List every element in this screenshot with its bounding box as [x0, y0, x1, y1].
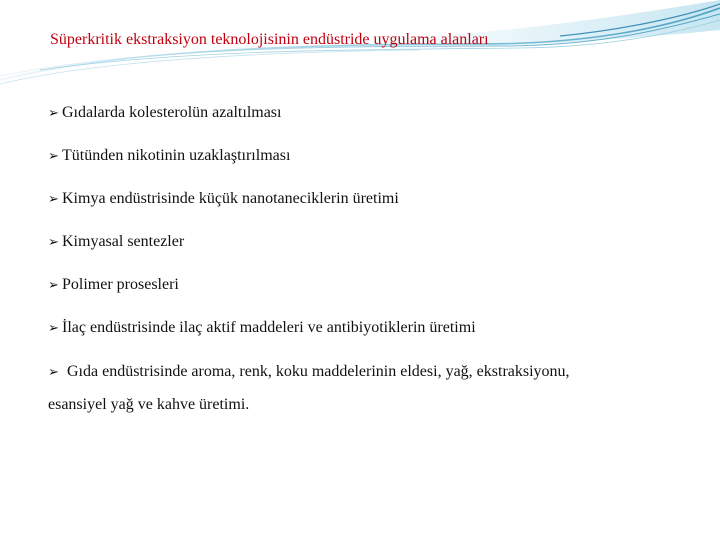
list-item — [48, 146, 290, 167]
list-item — [48, 103, 281, 124]
list-item-text: Tütünden nikotinin uzaklaştırılması — [62, 147, 291, 164]
slide-title: Süperkritik ekstraksiyon teknolojisinin endüstride uygulama alanları — [50, 31, 489, 48]
list-item-continuation: esansiyel yağ ve kahve üretimi. — [48, 396, 250, 413]
arrow-bullet-icon: ➢ — [48, 365, 59, 380]
arrow-bullet-icon: ➢ — [48, 278, 59, 293]
list-item-text: Kimyasal sentezler — [62, 233, 185, 250]
list-item — [48, 362, 570, 383]
list-item — [48, 318, 476, 339]
arrow-bullet-icon: ➢ — [48, 149, 59, 164]
arrow-bullet-icon: ➢ — [48, 235, 59, 250]
list-item-text: Kimya endüstrisinde küçük nanotaneciklerin üretimi — [62, 190, 399, 207]
list-item-text: Polimer prosesleri — [62, 276, 179, 293]
list-item — [48, 232, 184, 253]
list-item-text: İlaç endüstrisinde ilaç aktif maddeleri ve antibiyotiklerin üretimi — [62, 319, 476, 336]
list-item-text: Gıda endüstrisinde aroma, renk, koku maddelerinin eldesi, yağ, ekstraksiyonu, — [67, 363, 570, 380]
list-item-text: Gıdalarda kolesterolün azaltılması — [62, 104, 282, 121]
arrow-bullet-icon: ➢ — [48, 192, 59, 207]
arrow-bullet-icon: ➢ — [48, 321, 59, 336]
list-item — [48, 275, 179, 296]
list-item — [48, 189, 399, 210]
arrow-bullet-icon: ➢ — [48, 106, 59, 121]
